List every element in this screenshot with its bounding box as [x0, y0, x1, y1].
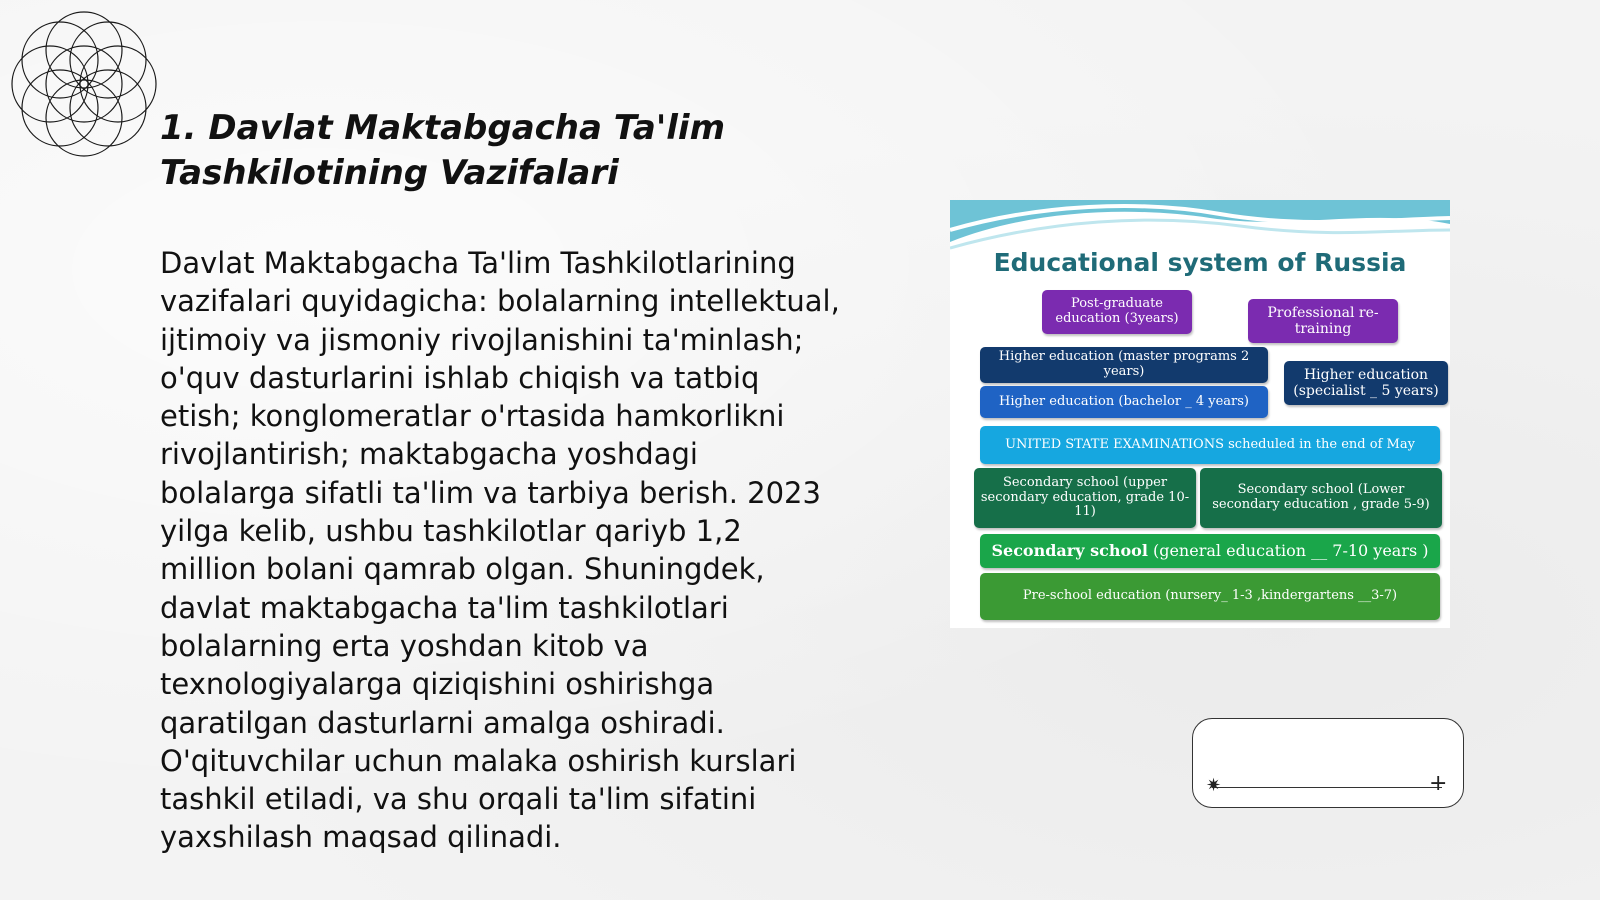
- cross-icon: +: [1429, 771, 1448, 796]
- slide-title: 1. Davlat Maktabgacha Ta'lim Tashkilotining Vazifalari: [160, 108, 726, 193]
- pill-divider: [1212, 787, 1442, 788]
- postgrad-label: Post-graduate education (3years): [1055, 296, 1179, 326]
- preschool-box: [980, 573, 1440, 620]
- exams-box: [980, 426, 1440, 464]
- master-label: Higher education (master programs 2 years): [998, 349, 1250, 379]
- bachelor-box: [980, 386, 1268, 418]
- wave-decoration: [950, 200, 1450, 252]
- lower-secondary-box: [1200, 468, 1442, 528]
- preschool-label: Pre-school education (nursery_ 1-3 ,kindergartens __3-7): [1022, 588, 1398, 604]
- master-box: [980, 347, 1268, 383]
- figure-title: Educational system of Russia: [993, 248, 1407, 277]
- general-secondary-label: (general education __ 7-10 years ): [1147, 540, 1429, 560]
- specialist-box: [1284, 361, 1448, 405]
- general-secondary-bold-label: Secondary school: [991, 540, 1148, 560]
- upper-secondary-box: [974, 468, 1196, 528]
- postgrad-box: [1042, 290, 1192, 334]
- professional-retraining-box: [1248, 299, 1398, 343]
- bachelor-label: Higher education (bachelor _ 4 years): [999, 393, 1249, 409]
- upper-secondary-label: Secondary school (upper secondary education, grade 10-11): [980, 474, 1190, 520]
- sparkle-icon: ✷: [1206, 775, 1222, 796]
- lower-secondary-label: Secondary school (Lower secondary education , grade 5-9): [1212, 482, 1430, 512]
- exams-label: UNITED STATE EXAMINATIONS scheduled in the end of May: [1005, 436, 1415, 452]
- professional-label: Professional re-training: [1267, 304, 1379, 337]
- specialist-label: Higher education (specialist _ 5 years): [1293, 366, 1439, 399]
- educational-system-figure: [950, 200, 1450, 628]
- general-secondary-box: [980, 534, 1440, 568]
- slide-body-text: Davlat Maktabgacha Ta'lim Tashkilotlarining vazifalari quyidagicha: bolalarning intellektual, ijtimoiy va jismoniy rivojlanishini ta'minlash; o'quv dasturlarini ishlab chiqish va tatbiq etish; konglomeratlar o'rtasida hamkorlikni rivojlantirish; maktabgacha yoshdagi bolalarga sifatli ta'lim va tarbiya berish. 2023 yilga kelib, ushbu tashkilotlar qariyb 1,2 million bolani qamrab olgan. Shuningdek, davlat maktabgacha ta'lim tashkilotlari bolalarning erta yoshdan kitob va texnologiyalarga qiziqishini oshirishga qaratilgan dasturlarni amalga oshiradi. O'qituvchilar uchun malaka oshirish kurslari tashkil etiladi, va shu orqali ta'lim sifatini yaxshilash maqsad qilinadi.: [160, 246, 840, 855]
- decorative-pill: [1192, 718, 1464, 808]
- concentric-circles-logo-icon: [10, 10, 158, 158]
